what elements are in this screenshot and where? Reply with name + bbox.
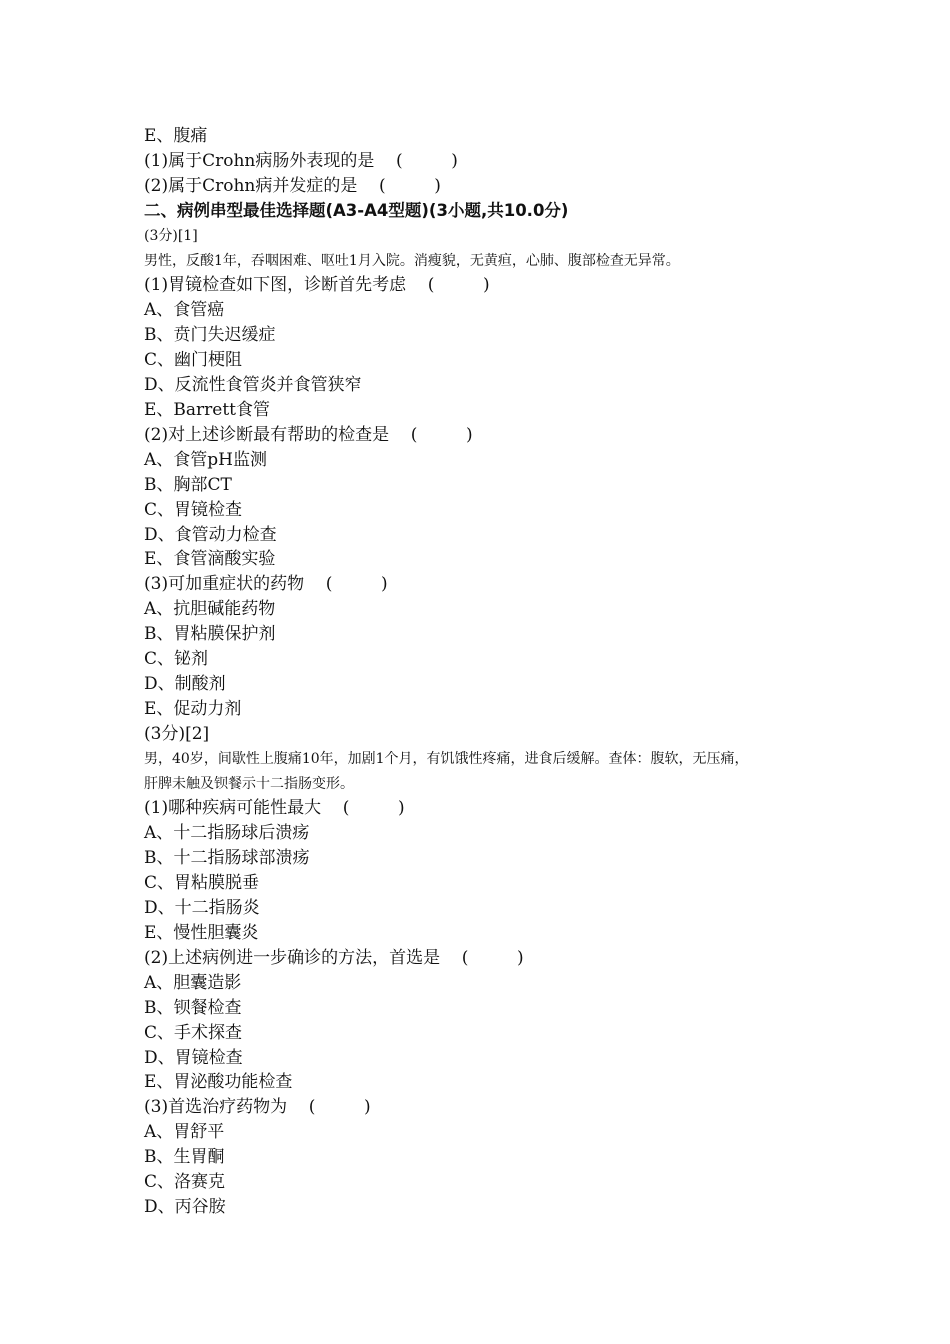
question-line: (1)胃镜检查如下图，诊断首先考虑 ( ) [144,275,490,296]
option-line: A、食管pH监测 [144,449,267,470]
option-line: D、丙谷胺 [144,1196,226,1217]
option-line: E、食管滴酸实验 [144,549,276,570]
question-line: (1)哪种疾病可能性最大 ( ) [144,798,405,819]
option-line: B、生胃酮 [144,1147,225,1168]
option-line: B、钡餐检查 [144,997,242,1018]
case-description-line: 男，40岁，间歇性上腹痛10年，加剧1个月，有饥饿性疼痛，进食后缓解。查体：腹软，无压痛， [144,750,749,767]
option-line: E、胃泌酸功能检查 [144,1072,293,1093]
question-line: (2)属于Crohn病并发症的是 ( ) [144,175,441,196]
option-line: C、洛赛克 [144,1172,226,1193]
option-line: E、Barrett食管 [144,399,271,420]
option-line: E、促动力剂 [144,698,242,719]
question-line: (1)属于Crohn病肠外表现的是 ( ) [144,150,458,171]
case-description-line: 肝脾未触及钡餐示十二指肠变形。 [144,775,354,792]
question-line: (2)对上述诊断最有帮助的检查是 ( ) [144,424,473,445]
option-line: B、胃粘膜保护剂 [144,624,276,645]
option-line: A、食管癌 [144,300,225,321]
question-line: (3)首选治疗药物为 ( ) [144,1097,371,1118]
option-line: A、胃舒平 [144,1122,225,1143]
question-line: (2)上述病例进一步确诊的方法，首选是 ( ) [144,947,524,968]
option-line: C、铋剂 [144,649,209,670]
option-line: E、腹痛 [144,126,208,146]
case-score: (3分)[2] [144,723,210,744]
option-line: B、贲门失迟缓症 [144,325,276,346]
option-line: C、手术探查 [144,1022,243,1043]
option-line: C、幽门梗阻 [144,350,243,371]
option-line: D、反流性食管炎并食管狭窄 [144,375,362,396]
option-line: D、食管动力检查 [144,524,277,545]
option-line: D、胃镜检查 [144,1047,243,1068]
question-line: (3)可加重症状的药物 ( ) [144,574,388,595]
option-line: D、制酸剂 [144,673,226,694]
document-page [144,124,844,1220]
option-line: E、慢性胆囊炎 [144,923,259,943]
option-line: D、十二指肠炎 [144,898,260,919]
case-score: (3分)[1] [144,227,198,244]
option-line: B、胸部CT [144,474,232,495]
option-line: A、抗胆碱能药物 [144,599,276,620]
option-line: A、十二指肠球后溃疡 [144,823,310,844]
option-line: B、十二指肠球部溃疡 [144,848,310,869]
option-line: A、胆囊造影 [144,972,242,993]
case-description: 男性，反酸1年，吞咽困难、呕吐1月入院。消瘦貌，无黄疸，心肺、腹部检查无异常。 [144,252,680,269]
option-line: C、胃镜检查 [144,499,243,520]
option-line: C、胃粘膜脱垂 [144,873,260,894]
section-heading: 二、病例串型最佳选择题(A3-A4型题)(3小题,共10.0分) [144,200,569,220]
